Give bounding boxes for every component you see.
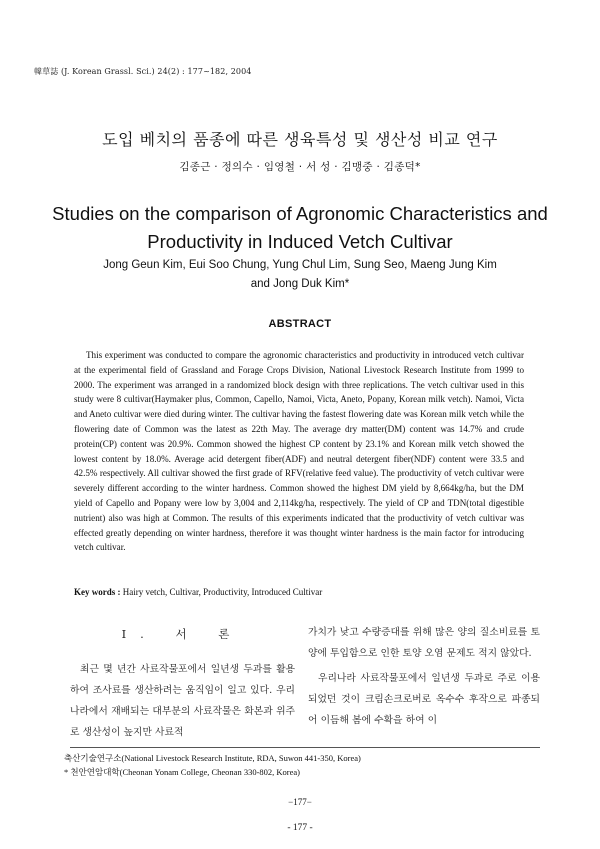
left-column-paragraph: 최근 몇 년간 사료작물포에서 일년생 두과를 활용하여 조사료를 생산하려는 움직임이 일고 있다. 우리나라에서 재배되는 대부분의 사료작물은 화본과 위주로 생산성이 높지만 사료적 bbox=[70, 664, 295, 738]
korean-title: 도입 베치의 품종에 따른 생육특성 및 생산성 비교 연구 bbox=[102, 130, 498, 149]
english-title-line-2: Productivity in Induced Vetch Cultivar bbox=[147, 231, 453, 252]
keywords bbox=[74, 587, 534, 597]
english-authors-line-1: Jong Geun Kim, Eui Soo Chung, Yung Chul Lim, Sung Seo, Maeng Jung Kim bbox=[103, 259, 497, 271]
english-authors bbox=[0, 256, 600, 294]
keywords-text: Hairy vetch, Cultivar, Productivity, Introduced Cultivar bbox=[122, 587, 323, 597]
english-authors-line-2: and Jong Duk Kim* bbox=[250, 278, 350, 290]
journal-reference: 韓草誌 (J. Korean Grassl. Sci.) 24(2) : 177~182, 2004 bbox=[34, 67, 252, 76]
abstract-body: This experiment was conducted to compare the agronomic characteristics and productivity in introduced vetch cultivar at the experimental field of Grassland and Forage Crops Division, National Livestock Research Institute from 1999 to 2000. The experiment was arranged in a randomized block design with three replications. The vetch cultivar used in this study were 8 cultivar(Haymaker plus, Common, Capello, Namoi, Victa, Aneto, Popany, Korean milk vetch). Namoi, Victa and Aneto cultivar were died during winter. The cultivar having the fastest flowering date was Korean milk vetch while the flowering date of Common was the latest as 22th May. The average dry matter(DM) content was 14.7% and crude protein(CP) content was 20.9%. Common showed the highest CP content by 23.1% and Korean milk vetch showed the lowest content by 18.0%. Average acid detergent fiber(ADF) and neutral detergent fiber(NDF) content were 33.5 and 42.5% respectively. All cultivar showed the first grade of RFV(relative feed value). The productivity of vetch cultivar were severely different according to the winter hardness. Common showed the highest DM yield by 8,664kg/ha, but the DM yield of Capello and Popany were low by 3,004 and 2,114kg/ha, respectively. The yield of CP and TDN(total digestible nutrient) also was high at Common. The results of this experiments indicated that the productivity of vetch cultivar was effected greatly depending on winter hardness, therefore it was thought winter hardness is the main factor for introducing vetch cultivar. bbox=[74, 350, 524, 553]
left-column bbox=[70, 622, 295, 743]
footnote-affiliation-2: * 천안연암대학(Cheonan Yonam College, Cheonan 330-802, Korea) bbox=[64, 767, 300, 777]
english-title bbox=[0, 200, 600, 256]
page-number-outer: - 177 - bbox=[287, 823, 313, 833]
section-heading-introduction: I. 서 론 bbox=[121, 627, 244, 641]
footnote-affiliation-1: 축산기술연구소(National Livestock Research Institute, RDA, Suwon 441-350, Korea) bbox=[64, 753, 361, 763]
footnotes bbox=[64, 751, 544, 779]
page-number-inner: −177− bbox=[288, 797, 312, 807]
korean-authors: 김종근 · 정의수 · 임영철 · 서 성 · 김맹중 · 김종덕* bbox=[179, 161, 421, 173]
right-column bbox=[308, 622, 540, 731]
abstract-heading: ABSTRACT bbox=[268, 318, 332, 330]
right-column-paragraph-1: 가치가 낮고 수량증대를 위해 많은 양의 질소비료를 토양에 투입함으로 인한 토양 오염 문제도 적지 않았다. bbox=[308, 627, 540, 659]
right-column-paragraph-2: 우리나라 사료작물포에서 일년생 두과로 주로 이용되었던 것이 크림손크로버로 옥수수 후작으로 파종되어 이듬해 봄에 수확을 하여 이 bbox=[308, 673, 540, 726]
keywords-label: Key words : bbox=[74, 587, 121, 597]
english-title-line-1: Studies on the comparison of Agronomic Characteristics and bbox=[52, 203, 548, 224]
footnote-divider bbox=[70, 747, 540, 748]
